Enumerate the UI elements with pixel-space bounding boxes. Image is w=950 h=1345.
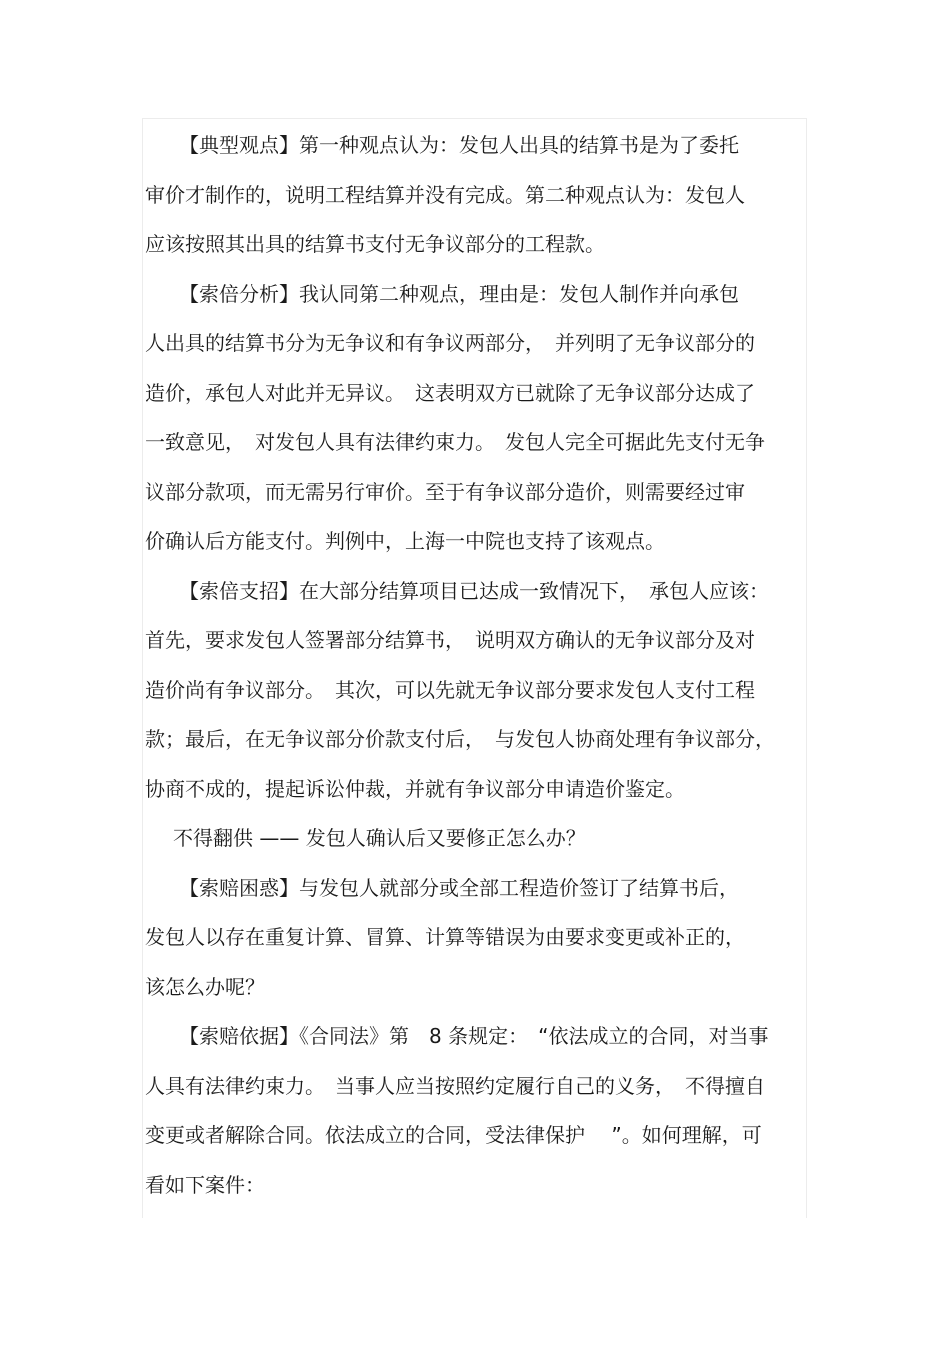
paragraph-basis <box>145 1012 805 1210</box>
heading-line: 不得翻供 —— 发包人确认后又要修正怎么办？ <box>173 826 586 850</box>
text-line: 该怎么办呢？ <box>145 974 265 999</box>
text-line: 人出具的结算书分为无争议和有争议两部分， 并列明了无争议部分的 <box>145 331 755 355</box>
text-line: 【索倍分析】我认同第二种观点，理由是：发包人制作并向承包 <box>179 281 739 306</box>
text-line: 价确认后方能支付。判例中，上海一中院也支持了该观点。 <box>145 529 665 553</box>
paragraph-analysis <box>145 270 805 567</box>
text-line: 看如下案件： <box>145 1172 265 1197</box>
text-line: 【索赔依据】《合同法》第 8 条规定： “依法成立的合同，对当事 <box>179 1024 769 1048</box>
paragraph-confusion <box>145 864 805 1013</box>
text-line: 应该按照其出具的结算书支付无争议部分的工程款。 <box>145 232 605 256</box>
text-line: 协商不成的，提起诉讼仲裁，并就有争议部分申请造价鉴定。 <box>145 776 685 801</box>
text-line: 【典型观点】第一种观点认为：发包人出具的结算书是为了委托 <box>179 133 739 157</box>
paragraph-typical-views <box>145 121 805 270</box>
text-line: 款；最后，在无争议部分价款支付后， 与发包人协商处理有争议部分， <box>145 727 775 751</box>
text-line: 【索倍支招】在大部分结算项目已达成一致情况下， 承包人应该： <box>179 578 769 603</box>
paragraph-tips <box>145 567 805 815</box>
text-line: 变更或者解除合同。依法成立的合同，受法律保护 ”。如何理解，可 <box>145 1123 762 1147</box>
text-line: 人具有法律约束力。 当事人应当按照约定履行自己的义务， 不得擅自 <box>145 1073 765 1098</box>
text-line: 首先，要求发包人签署部分结算书， 说明双方确认的无争议部分及对 <box>145 628 755 652</box>
text-line: 审价才制作的，说明工程结算并没有完成。第二种观点认为：发包人 <box>145 182 745 207</box>
text-line: 一致意见， 对发包人具有法律约束力。 发包人完全可据此先支付无争 <box>145 430 765 454</box>
text-line: 议部分款项，而无需另行审价。至于有争议部分造价，则需要经过审 <box>145 479 745 504</box>
text-line: 造价，承包人对此并无异议。 这表明双方已就除了无争议部分达成了 <box>145 380 755 405</box>
text-line: 造价尚有争议部分。 其次，可以先就无争议部分要求发包人支付工程 <box>145 677 755 702</box>
text-line: 发包人以存在重复计算、冒算、计算等错误为由要求变更或补正的， <box>145 925 745 949</box>
document-body <box>145 121 805 1210</box>
text-line: 【索赔困惑】与发包人就部分或全部工程造价签订了结算书后， <box>179 875 739 900</box>
section-heading <box>145 814 805 864</box>
